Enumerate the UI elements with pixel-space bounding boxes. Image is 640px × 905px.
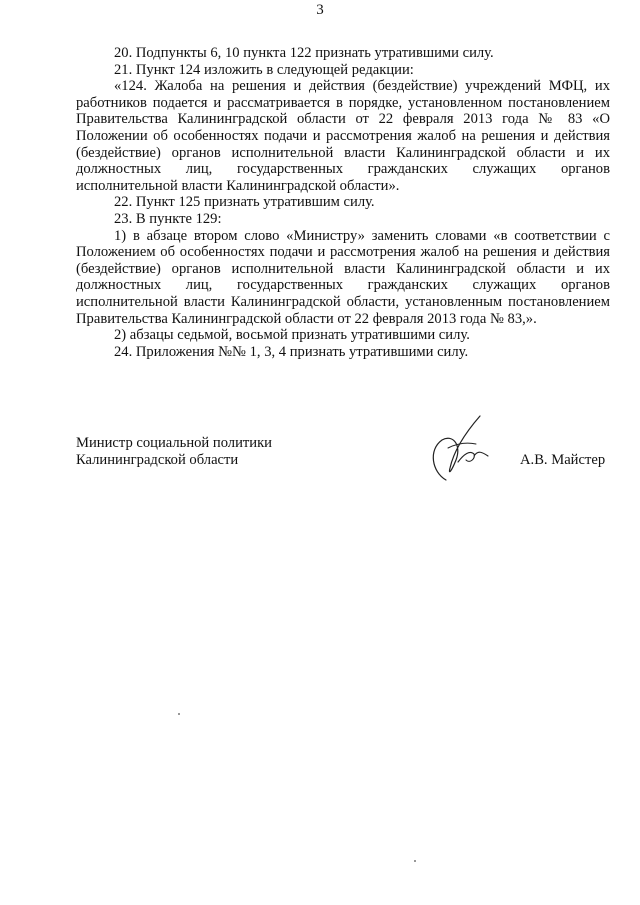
scan-speck <box>414 860 416 862</box>
paragraph-124-text: «124. Жалоба на решения и действия (бездействие) учреждений МФЦ, их работников подается и рассматривается в порядке, установленном постановлением Правительства Калининградской области от 22 февраля 2013 года № 83 «О Положении об особенностях подачи и рассмотрения жалоб на решения и действия (бездействие) органов исполнительной власти Калининградской области и их должностных лиц, государственных гражданских служащих органов исполнительной власти Калининградской области». <box>76 78 610 194</box>
document-body <box>76 45 610 360</box>
paragraph-23-item-1: 1) в абзаце втором слово «Министру» заменить словами «в соответствии с Положением об особенностях подачи и рассмотрения жалоб на решения и действия (бездействие) органов исполнительной власти Калининградской области и их должностных лиц, государственных гражданских служащих органов исполнительной власти Калининградской области, установленным постановлением Правительства Калининградской области от 22 февраля 2013 года № 83,». <box>76 227 610 327</box>
signatory-title: Министр социальной политики <box>76 435 272 451</box>
paragraph-23-item-2: 2) абзацы седьмой, восьмой признать утратившими силу. <box>114 327 470 344</box>
paragraph-20: 20. Подпункты 6, 10 пункта 122 признать утратившими силу. <box>114 45 494 61</box>
page-number: 3 <box>316 2 324 18</box>
scan-speck <box>178 713 180 715</box>
signatory-region: Калининградской области <box>76 452 239 468</box>
paragraph-23: 23. В пункте 129: <box>114 210 222 227</box>
signatory-name: А.В. Майстер <box>520 452 606 468</box>
paragraph-21: 21. Пункт 124 изложить в следующей редакции: <box>114 61 414 78</box>
paragraph-22: 22. Пункт 125 признать утратившим силу. <box>114 194 375 211</box>
handwritten-signature <box>418 410 498 485</box>
signatory-position <box>76 435 272 469</box>
paragraph-24: 24. Приложения №№ 1, 3, 4 признать утратившими силу. <box>114 343 469 360</box>
